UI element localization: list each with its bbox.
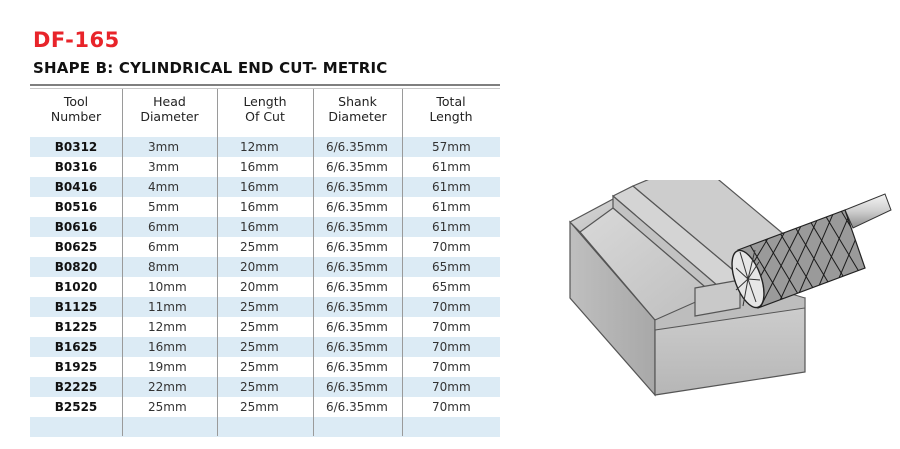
header-tool-number xyxy=(30,94,122,124)
spec-table xyxy=(30,89,500,436)
length-of-cut: 16mm xyxy=(240,180,279,194)
table-row xyxy=(30,297,500,317)
tool-number: B0616 xyxy=(54,220,98,234)
header-line: Total xyxy=(436,94,466,109)
length-of-cut: 25mm xyxy=(240,360,279,374)
table-row xyxy=(30,197,500,217)
total-length: 65mm xyxy=(432,260,471,274)
table-row xyxy=(30,217,500,237)
total-length: 61mm xyxy=(432,160,471,174)
table-row xyxy=(30,237,500,257)
tool-number: B0516 xyxy=(54,200,98,214)
length-of-cut: 16mm xyxy=(240,220,279,234)
shank-diameter: 6/6.35mm xyxy=(326,240,388,254)
header-shank-diameter xyxy=(313,94,402,124)
table-row xyxy=(30,337,500,357)
tool-number: B0316 xyxy=(54,160,98,174)
shank-diameter: 6/6.35mm xyxy=(326,180,388,194)
head-diameter: 4mm xyxy=(148,180,180,194)
head-diameter: 5mm xyxy=(148,200,180,214)
head-diameter: 3mm xyxy=(148,160,180,174)
head-diameter: 6mm xyxy=(148,240,180,254)
header-total-length xyxy=(402,94,500,124)
head-diameter: 16mm xyxy=(148,340,187,354)
cylindrical-end-cut-burr-icon xyxy=(555,180,895,410)
tool-number: B1925 xyxy=(54,360,98,374)
total-length: 70mm xyxy=(432,360,471,374)
shank-diameter: 6/6.35mm xyxy=(326,160,388,174)
length-of-cut: 16mm xyxy=(240,200,279,214)
header-line: Length xyxy=(243,94,287,109)
shank-diameter: 6/6.35mm xyxy=(326,220,388,234)
header-line: Tool xyxy=(63,94,89,109)
table-header xyxy=(30,89,500,129)
tool-number: B2525 xyxy=(54,400,98,414)
shank-diameter: 6/6.35mm xyxy=(326,400,388,414)
length-of-cut: 25mm xyxy=(240,400,279,414)
table-row xyxy=(30,157,500,177)
length-of-cut: 25mm xyxy=(240,300,279,314)
tool-number: B1125 xyxy=(54,300,98,314)
total-length: 70mm xyxy=(432,320,471,334)
shank-diameter: 6/6.35mm xyxy=(326,260,388,274)
tool-number: B1020 xyxy=(54,280,98,294)
table-row xyxy=(30,377,500,397)
total-length: 70mm xyxy=(432,400,471,414)
shank-diameter: 6/6.35mm xyxy=(326,340,388,354)
header-length-of-cut xyxy=(217,94,313,124)
total-length: 70mm xyxy=(432,300,471,314)
table-row xyxy=(30,257,500,277)
shank-diameter: 6/6.35mm xyxy=(326,140,388,154)
total-length: 70mm xyxy=(432,380,471,394)
shank-diameter: 6/6.35mm xyxy=(326,360,388,374)
total-length: 61mm xyxy=(432,180,471,194)
tool-number: B0312 xyxy=(54,140,98,154)
total-length: 61mm xyxy=(432,200,471,214)
total-length: 70mm xyxy=(432,340,471,354)
table-row xyxy=(30,137,500,157)
header-line: Of Cut xyxy=(245,109,285,124)
table-row xyxy=(30,357,500,377)
page-title: DF-165 xyxy=(33,28,120,52)
length-of-cut: 20mm xyxy=(240,260,279,274)
head-diameter: 19mm xyxy=(148,360,187,374)
row-stripe xyxy=(30,417,500,437)
head-diameter: 22mm xyxy=(148,380,187,394)
head-diameter: 3mm xyxy=(148,140,180,154)
total-length: 61mm xyxy=(432,220,471,234)
head-diameter: 12mm xyxy=(148,320,187,334)
shank-diameter: 6/6.35mm xyxy=(326,380,388,394)
head-diameter: 6mm xyxy=(148,220,180,234)
length-of-cut: 25mm xyxy=(240,340,279,354)
header-line: Head xyxy=(153,94,186,109)
tool-number: B0416 xyxy=(54,180,98,194)
length-of-cut: 16mm xyxy=(240,160,279,174)
tool-number: B1625 xyxy=(54,340,98,354)
total-length: 65mm xyxy=(432,280,471,294)
header-line: Length xyxy=(429,109,473,124)
head-diameter: 11mm xyxy=(148,300,187,314)
shank-diameter: 6/6.35mm xyxy=(326,300,388,314)
length-of-cut: 25mm xyxy=(240,380,279,394)
head-diameter: 8mm xyxy=(148,260,180,274)
header-line: Shank xyxy=(338,94,377,109)
page-subtitle: SHAPE B: CYLINDRICAL END CUT- METRIC xyxy=(33,59,388,77)
header-line: Number xyxy=(50,109,102,124)
length-of-cut: 25mm xyxy=(240,240,279,254)
length-of-cut: 20mm xyxy=(240,280,279,294)
table-row xyxy=(30,397,500,417)
length-of-cut: 12mm xyxy=(240,140,279,154)
header-line: Diameter xyxy=(328,109,387,124)
tool-number: B2225 xyxy=(54,380,98,394)
header-line: Diameter xyxy=(140,109,199,124)
head-diameter: 10mm xyxy=(148,280,187,294)
table-row xyxy=(30,177,500,197)
total-length: 70mm xyxy=(432,240,471,254)
header-head-diameter xyxy=(122,94,217,124)
shank-diameter: 6/6.35mm xyxy=(326,200,388,214)
shank-diameter: 6/6.35mm xyxy=(326,280,388,294)
length-of-cut: 25mm xyxy=(240,320,279,334)
tool-number: B1225 xyxy=(54,320,98,334)
head-diameter: 25mm xyxy=(148,400,187,414)
tool-number: B0625 xyxy=(54,240,98,254)
shank-diameter: 6/6.35mm xyxy=(326,320,388,334)
tool-number: B0820 xyxy=(54,260,98,274)
total-length: 57mm xyxy=(432,140,471,154)
header-rule xyxy=(30,84,500,86)
table-row xyxy=(30,277,500,297)
table-row xyxy=(30,317,500,337)
